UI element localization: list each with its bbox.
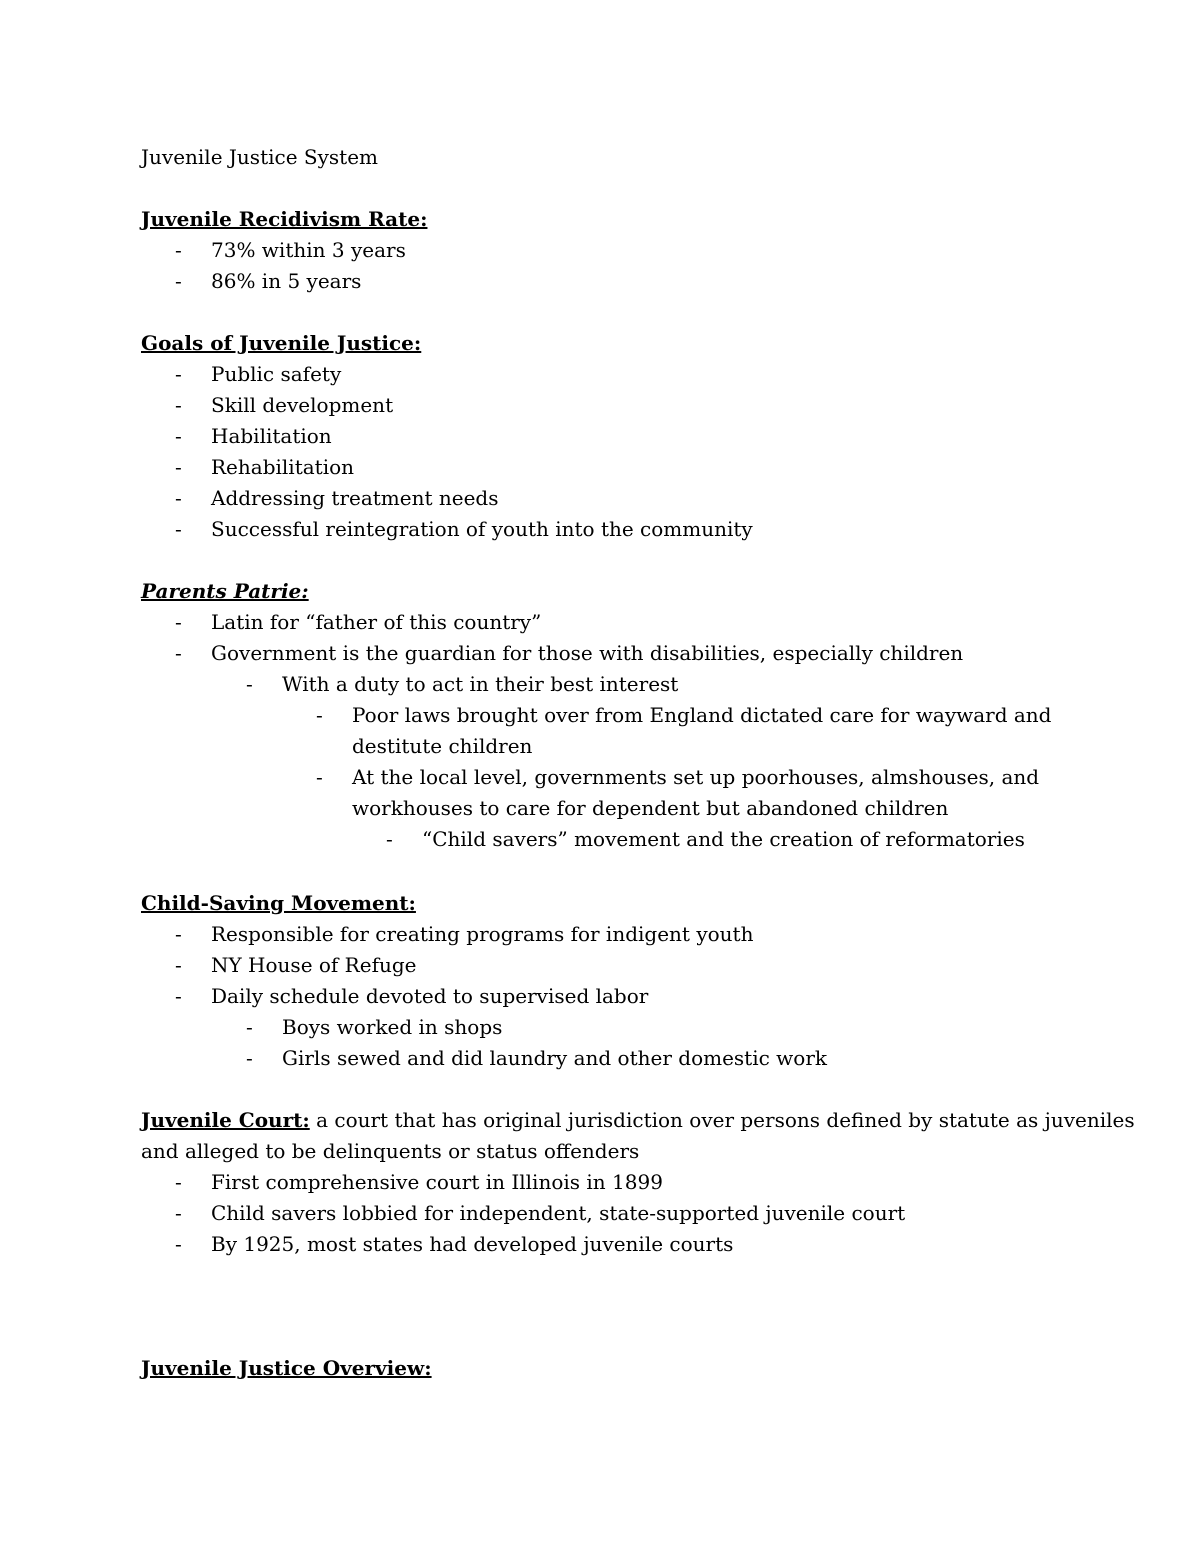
list-item-text: Habilitation — [211, 424, 332, 448]
juvenile-court-paragraph — [141, 1108, 1135, 1132]
bullet-dash: - — [175, 610, 182, 634]
bullet-dash: - — [175, 1170, 182, 1194]
bullet-dash: - — [175, 269, 182, 293]
list-item — [0, 953, 1200, 977]
sub-list-item — [0, 1015, 1200, 1039]
list-item-text: Government is the guardian for those with disabilities, especially children — [211, 641, 964, 665]
list-item-text: Responsible for creating programs for indigent youth — [211, 922, 754, 946]
list-item — [0, 455, 1200, 479]
recidivism-heading: Juvenile Recidivism Rate: — [141, 207, 428, 231]
list-item — [0, 641, 1200, 665]
parens-patrie-heading: Parents Patrie: — [141, 579, 309, 603]
list-item-text: With a duty to act in their best interest — [282, 672, 679, 696]
overview-heading: Juvenile Justice Overview: — [141, 1356, 432, 1380]
list-item — [0, 517, 1200, 541]
sub-sub-list-item — [0, 765, 1200, 789]
bullet-dash: - — [246, 672, 253, 696]
bullet-dash: - — [316, 703, 323, 727]
bullet-dash: - — [175, 486, 182, 510]
juvenile-court-heading: Juvenile Court: — [141, 1108, 310, 1132]
list-item — [0, 238, 1200, 262]
bullet-dash: - — [175, 953, 182, 977]
sub-sub-list-item-continuation — [0, 796, 1200, 820]
sub-sub-list-item-continuation — [0, 734, 1200, 758]
list-item-text: By 1925, most states had developed juvenile courts — [211, 1232, 734, 1256]
list-item — [0, 610, 1200, 634]
list-item — [0, 984, 1200, 1008]
list-item-text: Public safety — [211, 362, 342, 386]
list-item-text: Rehabilitation — [211, 455, 355, 479]
list-item-text: At the local level, governments set up poorhouses, almshouses, and — [352, 765, 1040, 789]
list-item — [0, 269, 1200, 293]
sub-list-item — [0, 1046, 1200, 1070]
juvenile-court-definition: a court that has original jurisdiction over persons defined by statute as juveniles — [309, 1108, 1135, 1132]
bullet-dash: - — [175, 393, 182, 417]
bullet-dash: - — [316, 765, 323, 789]
list-item — [0, 1201, 1200, 1225]
list-item-text: Daily schedule devoted to supervised labor — [211, 984, 649, 1008]
document-title: Juvenile Justice System — [141, 145, 378, 169]
bullet-dash: - — [175, 984, 182, 1008]
list-item-text: Skill development — [211, 393, 394, 417]
sub-sub-list-item — [0, 703, 1200, 727]
child-saving-heading: Child-Saving Movement: — [141, 891, 416, 915]
list-item-text: Boys worked in shops — [282, 1015, 503, 1039]
list-item-text: First comprehensive court in Illinois in 1899 — [211, 1170, 663, 1194]
list-item-text: Successful reintegration of youth into the community — [211, 517, 753, 541]
list-item-text: Addressing treatment needs — [211, 486, 499, 510]
bullet-dash: - — [175, 362, 182, 386]
list-item-text: NY House of Refuge — [211, 953, 417, 977]
list-item — [0, 424, 1200, 448]
list-item-text: 86% in 5 years — [211, 269, 362, 293]
list-item — [0, 362, 1200, 386]
list-item — [0, 1170, 1200, 1194]
list-item-text: Poor laws brought over from England dictated care for wayward and — [352, 703, 1052, 727]
juvenile-court-definition-continuation: and alleged to be delinquents or status offenders — [141, 1139, 640, 1163]
list-item — [0, 486, 1200, 510]
bullet-dash: - — [175, 517, 182, 541]
goals-heading: Goals of Juvenile Justice: — [141, 331, 422, 355]
list-item-text: Child savers lobbied for independent, state-supported juvenile court — [211, 1201, 906, 1225]
list-item-text: workhouses to care for dependent but abandoned children — [352, 796, 949, 820]
list-item-text: Latin for “father of this country” — [211, 610, 542, 634]
bullet-dash: - — [175, 424, 182, 448]
bullet-dash: - — [175, 641, 182, 665]
bullet-dash: - — [175, 922, 182, 946]
list-item-text: “Child savers” movement and the creation of reformatories — [422, 827, 1025, 851]
bullet-dash: - — [175, 1232, 182, 1256]
bullet-dash: - — [246, 1046, 253, 1070]
list-item — [0, 393, 1200, 417]
bullet-dash: - — [175, 1201, 182, 1225]
list-item-text: Girls sewed and did laundry and other domestic work — [282, 1046, 828, 1070]
list-item — [0, 922, 1200, 946]
list-item-text: 73% within 3 years — [211, 238, 406, 262]
list-item — [0, 1232, 1200, 1256]
list-item-text: destitute children — [352, 734, 533, 758]
deep-list-item — [0, 827, 1200, 851]
bullet-dash: - — [175, 455, 182, 479]
bullet-dash: - — [386, 827, 393, 851]
sub-list-item — [0, 672, 1200, 696]
bullet-dash: - — [246, 1015, 253, 1039]
bullet-dash: - — [175, 238, 182, 262]
